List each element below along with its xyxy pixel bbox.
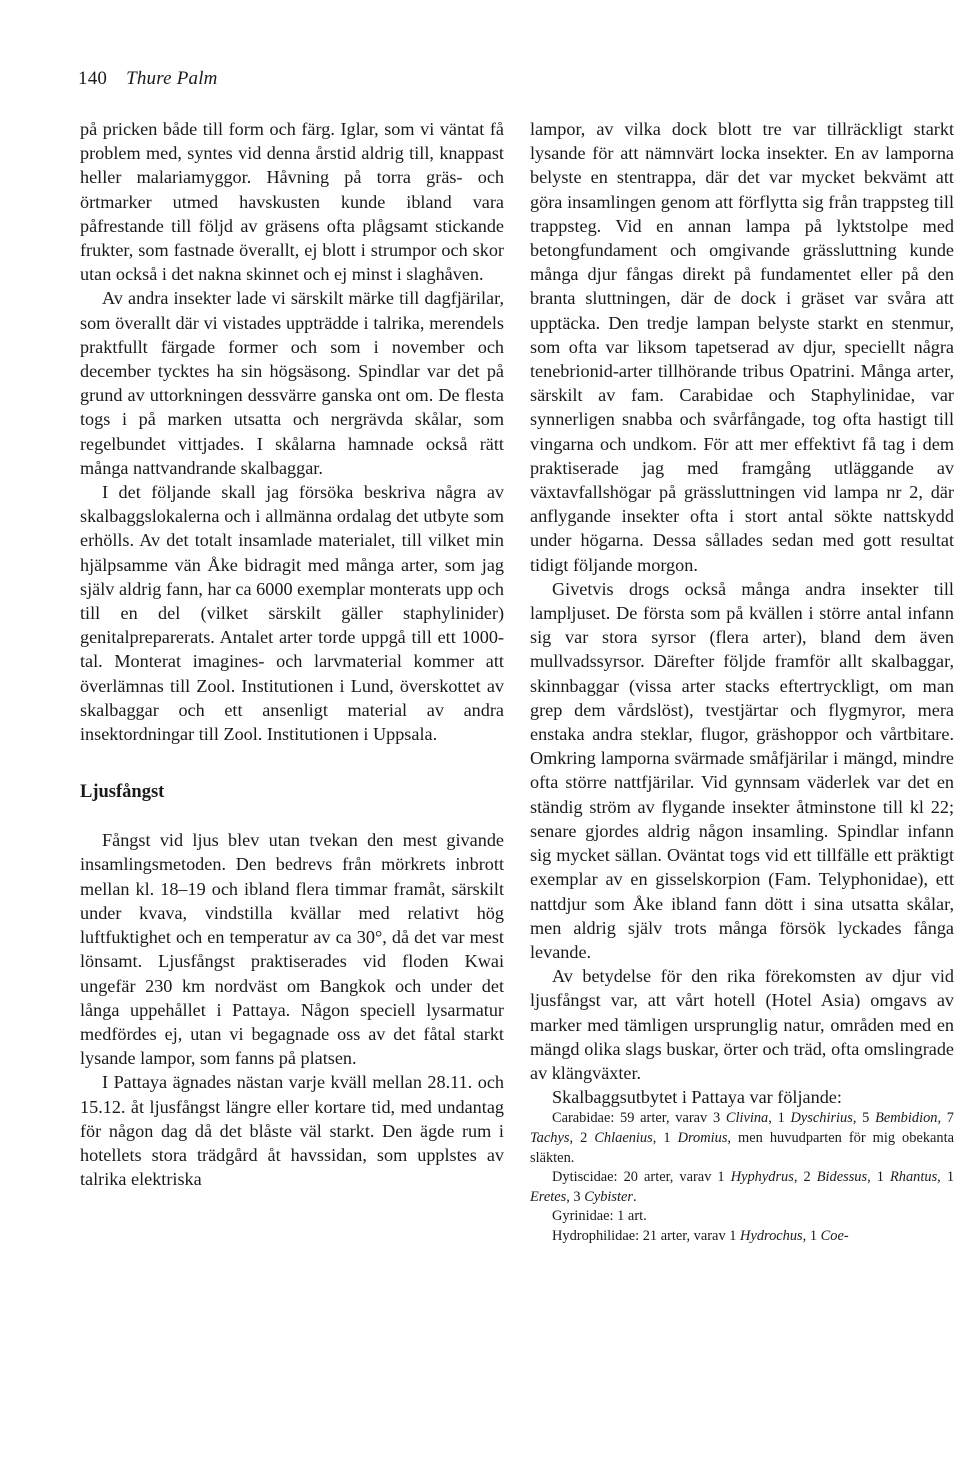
species-entry-hydrophilidae: Hydrophilidae: 21 arter, varav 1 Hydrochus, 1 Coe-: [552, 1227, 849, 1244]
left-paragraph-3: I det följande skall jag försöka beskriva några av skalbaggslokalerna och i allmänna ordalag det utbyte som erhölls. Av det totalt insamlade materialet, till vilket min hjälpsamme vän Åke bidragit med många arter, som jag själv aldrig fann, har ca 6000 exemplar monterats upp och till en del (vilket särskilt gäller staphylinider) genitalpreparerats. Antalet arter torde uppgå till ett 1000-tal. Monterat imagines- och larvmaterial kommer att överlämnas till Zool. Institutionen i Lund, överskottet av skalbaggar och ett ansenligt material av andra insektordningar till Zool. Institutionen i Uppsala.: [80, 482, 504, 745]
page-number: 140: [78, 68, 108, 89]
right-paragraph-2: Givetvis drogs också många andra insekter till lampljuset. De första som på kvällen i större antal infann sig var stora syrsor (flera arter), bland dem även mullvadssyrsor. Därefter följde framför allt skalbaggar, skinnbaggar (vissa arter stacks eftertryckligt, om man grep dem vårdslöst), tvestjärtar och flygmyror, mera enstaka andra steklar, flugor, gräshoppor och vårtbitare. Omkring lamporna svärmade småfjärilar i mängd, mindre ofta större nattfjärilar. Vid gynnsam väderlek var det en ständig ström av flygande insekter åtminstone till kl 22; senare gjordes aldrig någon insamling. Spindlar infann sig mycket sällan. Oväntat togs vid ett tillfälle ett präktigt exemplar av en gisselskorpion (Fam. Telyphonidae), ett nattdjur som Åke ibland fann dött i sina utsatta skålar, men aldrig själv trots många försök lyckades fånga levande.: [530, 578, 954, 962]
running-author: Thure Palm: [126, 68, 218, 89]
left-paragraph-2: Av andra insekter lade vi särskilt märke till dagfjärilar, som överallt där vi vistades uppträdde i talrika, merendels praktfullt färgade former och som i november och december tycktes ha sin högsäsong. Spindlar var det på grund av uttorkningen dessvärre ganska ont om. De flesta togs i på marken utsatta och nergrävda skålar, som regelbundet vittjades. I skålarna hamnade också rätt många nattvandrande skalbaggar.: [80, 288, 504, 478]
right-paragraph-4: Skalbaggsutbytet i Pattaya var följande:: [552, 1087, 842, 1108]
left-paragraph-5: I Pattaya ägnades nästan varje kväll mellan 28.11. och 15.12. åt ljusfångst längre eller kortare tid, med undantag för någon dag då det blåste väl starkt. Den ägde rum i hotellets stora trädgård åt havssidan, som upplstes av talrika elektriska: [80, 1072, 504, 1190]
running-header: [78, 68, 218, 90]
section-heading: Ljusfångst: [80, 782, 165, 803]
left-paragraph-4: Fångst vid ljus blev utan tvekan den mest givande insamlingsmetoden. Den bedrevs från mörkrets inbrott mellan kl. 18–19 och ibland flera timmar framåt, särskilt under kvava, vindstilla kvällar med relativt hög luftfuktighet och en temperatur av ca 30°, då det var mest lönsamt. Ljusfångst praktiserades vid floden Kwai ungefär 230 km nordväst om Bangkok och under det långa uppehållet i Pattaya. Någon speciell lysarmatur medfördes ej, utan vi begagnade oss av det fåtal starkt lysande lampor, som fanns på platsen.: [80, 830, 504, 1069]
left-paragraph-1: på pricken både till form och färg. Iglar, som vi väntat få problem med, syntes vid denna årstid aldrig till, knappast heller malariamyggor. Håvning på torra gräs- och örtmarker utmed havskusten kunde ibland vara påfrestande till följd av gräsens ofta plågsamt stickande frukter, som fastnade överallt, ej blott i strumpor och skor utan också i det nakna skinnet och ej minst i slaghåven.: [80, 119, 504, 285]
species-entry-carabidae: Carabidae: 59 arter, varav 3 Clivina, 1 Dyschirius, 5 Bembidion, 7 Tachys, 2 Chlaenius, 1 Dromius, men huvudparten för mig obekanta släkten.: [530, 1110, 955, 1166]
species-entry-gyrinidae: Gyrinidae: 1 art.: [552, 1208, 647, 1225]
right-column: [530, 117, 954, 1246]
left-column: [80, 117, 504, 1191]
right-paragraph-1: lampor, av vilka dock blott tre var tillräckligt starkt lysande för att nämnvärt locka insekter. En av lamporna belyste en stentrappa, där det var mycket bekvämt att göra insamlingen genom att förflytta sig från trappsteg till trappsteg. Vid en annan lampa på lyktstolpe med betongfundament och omgivande grässluttning kunde många djur fångas direkt på fundamentet eller på den branta sluttningen, där de dock i gräset var svåra att upptäcka. Den tredje lampan belyste starkt en stenmur, som ofta var liksom tapetserad av djur, speciellt några tenebrionid-arter tillhörande tribus Opatrini. Många arter, särskilt av fam. Carabidae och Staphylinidae, var synnerligen snabba och svårfångade, tog ofta hastigt till vingarna och undkom. För att mer effektivt få tag i dem praktiserade jag med framgång utläggande av växtavfallshögar på grässluttningen vid lampa nr 2, där anflygande insekter ofta i stort antal sökte nattskydd under högarna. Dessa sållades sedan med gott resultat tidigt följande morgon.: [530, 119, 954, 575]
species-list: [530, 1109, 954, 1246]
species-entry-dytiscidae: Dytiscidae: 20 arter, varav 1 Hyphydrus, 2 Bidessus, 1 Rhantus, 1 Eretes, 3 Cybister.: [530, 1169, 955, 1205]
right-paragraph-3: Av betydelse för den rika förekomsten av djur vid ljusfångst var, att vårt hotell (Hotel Asia) omgavs av marker med tämligen ursprunglig natur, områden med en mängd olika slags buskar, örter och träd, ofta omslingrade av klängväxter.: [530, 966, 954, 1083]
